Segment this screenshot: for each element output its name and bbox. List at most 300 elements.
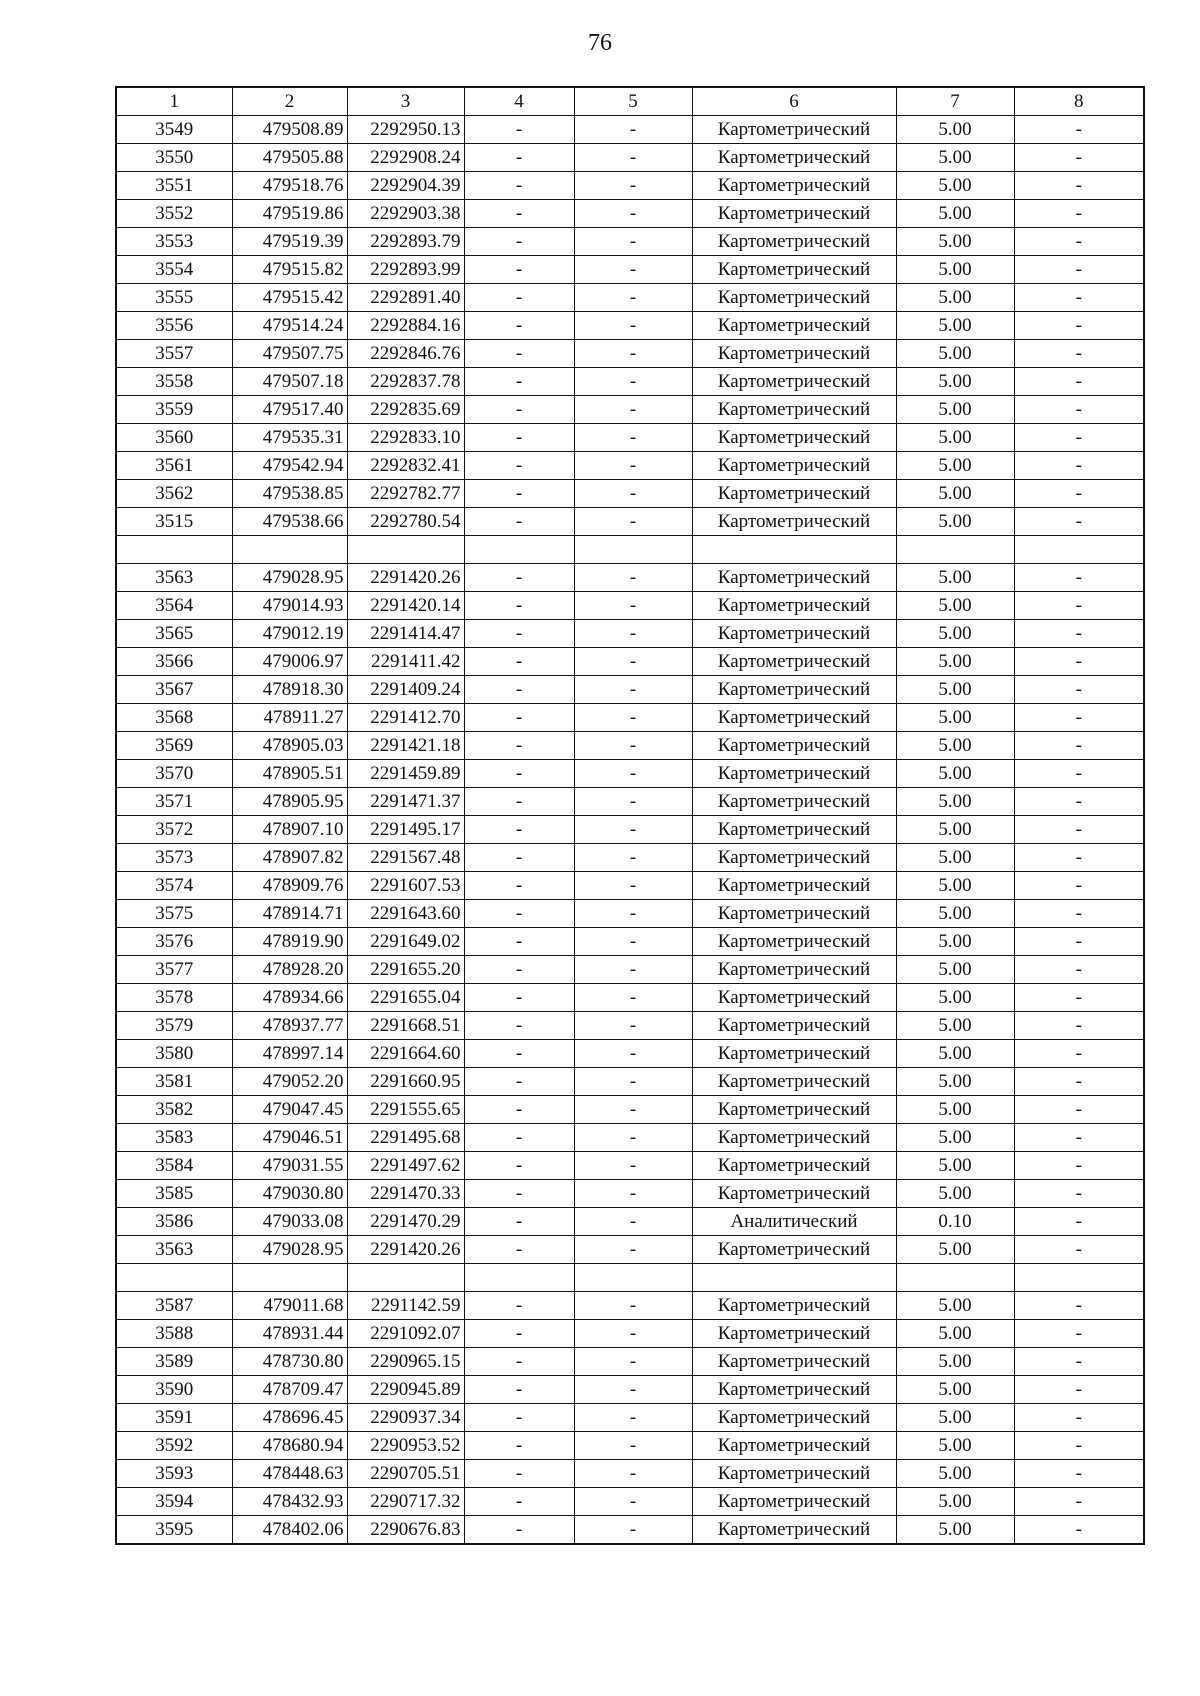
table-cell-col-8: - [1014,928,1144,956]
table-cell-col-7: 5.00 [896,1096,1014,1124]
table-cell-col-2: 479517.40 [232,396,347,424]
table-cell-col-5: - [574,844,692,872]
table-cell-col-3: 2290676.83 [347,1516,464,1545]
table-cell-col-7: 5.00 [896,1320,1014,1348]
table-cell-col-2: 479519.39 [232,228,347,256]
table-cell-col-7: 5.00 [896,368,1014,396]
table-cell-col-7: 5.00 [896,396,1014,424]
table-cell-col-5: - [574,312,692,340]
table-cell-col-2 [232,536,347,564]
table-cell-col-2: 479519.86 [232,200,347,228]
table-cell-col-2: 479033.08 [232,1208,347,1236]
table-cell-col-1: 3583 [116,1124,232,1152]
table-cell-col-6: Картометрический [692,1040,896,1068]
table-cell-col-2: 478432.93 [232,1488,347,1516]
table-cell-col-2: 478730.80 [232,1348,347,1376]
table-cell-col-3: 2292893.99 [347,256,464,284]
table-cell-col-4: - [464,340,574,368]
table-cell-col-4: - [464,984,574,1012]
table-cell-col-3: 2291555.65 [347,1096,464,1124]
page-number: 76 [588,30,612,56]
table-cell-col-1: 3572 [116,816,232,844]
table-cell-col-8: - [1014,1460,1144,1488]
table-cell-col-1: 3585 [116,1180,232,1208]
table-cell-col-3 [347,1264,464,1292]
table-cell-col-1: 3588 [116,1320,232,1348]
table-cell-col-7: 5.00 [896,928,1014,956]
table-cell-col-2: 479514.24 [232,312,347,340]
table-cell-col-6: Картометрический [692,312,896,340]
table-cell-col-2: 479012.19 [232,620,347,648]
table-cell-col-4: - [464,1180,574,1208]
table-cell-col-3: 2292893.79 [347,228,464,256]
table-cell-col-2: 478934.66 [232,984,347,1012]
table-cell-col-4 [464,536,574,564]
table-cell-col-6: Картометрический [692,1460,896,1488]
table-cell-col-5: - [574,872,692,900]
table-cell-col-4: - [464,1516,574,1545]
table-cell-col-5: - [574,340,692,368]
column-header-5: 5 [574,87,692,116]
table-cell-col-6: Картометрический [692,452,896,480]
table-header-row [116,87,1144,116]
table-cell-col-3: 2291412.70 [347,704,464,732]
table-row [116,452,1144,480]
table-cell-col-3: 2290717.32 [347,1488,464,1516]
table-cell-col-1: 3573 [116,844,232,872]
table-cell-col-8: - [1014,1320,1144,1348]
table-cell-col-4: - [464,592,574,620]
table-cell-col-7: 5.00 [896,228,1014,256]
table-cell-col-2: 478905.95 [232,788,347,816]
table-cell-col-8: - [1014,1124,1144,1152]
table-cell-col-4: - [464,620,574,648]
table-cell-col-8 [1014,1264,1144,1292]
table-cell-col-3: 2291655.20 [347,956,464,984]
table-cell-col-1: 3566 [116,648,232,676]
table-cell-col-3: 2291643.60 [347,900,464,928]
table-cell-col-4: - [464,1208,574,1236]
table-cell-col-8: - [1014,368,1144,396]
table-cell-col-5: - [574,1516,692,1545]
table-cell-col-7: 5.00 [896,592,1014,620]
table-cell-col-5: - [574,984,692,1012]
table-cell-col-7: 5.00 [896,844,1014,872]
table-cell-col-2: 479047.45 [232,1096,347,1124]
table-cell-col-6: Картометрический [692,200,896,228]
table-row [116,1180,1144,1208]
table-cell-col-2: 479538.85 [232,480,347,508]
table-row [116,1012,1144,1040]
table-cell-col-3: 2291495.68 [347,1124,464,1152]
table-cell-col-5: - [574,900,692,928]
table-cell-col-5: - [574,1376,692,1404]
table-body [116,116,1144,1545]
table-cell-col-7: 5.00 [896,1292,1014,1320]
table-cell-col-6: Картометрический [692,480,896,508]
table-cell-col-1 [116,1264,232,1292]
table-cell-col-6: Картометрический [692,1068,896,1096]
table-row [116,480,1144,508]
table-cell-col-5: - [574,284,692,312]
table-cell-col-5: - [574,1292,692,1320]
table-cell-col-2: 478911.27 [232,704,347,732]
table-cell-col-4: - [464,872,574,900]
table-cell-col-7: 5.00 [896,648,1014,676]
table-cell-col-7: 5.00 [896,1124,1014,1152]
table-cell-col-6: Картометрический [692,1096,896,1124]
table-cell-col-2: 479046.51 [232,1124,347,1152]
table-cell-col-8: - [1014,648,1144,676]
table-cell-col-4: - [464,424,574,452]
table-cell-col-8: - [1014,1096,1144,1124]
table-cell-col-3: 2291420.14 [347,592,464,620]
table-cell-col-5: - [574,676,692,704]
table-cell-col-4: - [464,312,574,340]
table-cell-col-4: - [464,956,574,984]
table-cell-col-6: Картометрический [692,340,896,368]
table-cell-col-7: 5.00 [896,732,1014,760]
table-row [116,676,1144,704]
table-cell-col-7: 5.00 [896,956,1014,984]
table-cell-col-2: 479538.66 [232,508,347,536]
table-cell-col-6: Картометрический [692,676,896,704]
table-cell-col-7: 5.00 [896,564,1014,592]
table-cell-col-6: Картометрический [692,1180,896,1208]
table-cell-col-6: Картометрический [692,1488,896,1516]
table-cell-col-3: 2292835.69 [347,396,464,424]
table-cell-col-4: - [464,228,574,256]
table-cell-col-8: - [1014,956,1144,984]
table-cell-col-7: 5.00 [896,1152,1014,1180]
table-cell-col-7: 5.00 [896,1432,1014,1460]
table-cell-col-4: - [464,1488,574,1516]
table-cell-col-8: - [1014,480,1144,508]
table-cell-col-6: Картометрический [692,564,896,592]
table-cell-col-2: 479515.82 [232,256,347,284]
table-cell-col-1: 3595 [116,1516,232,1545]
table-cell-col-1: 3593 [116,1460,232,1488]
table-row [116,900,1144,928]
table-cell-col-4: - [464,1012,574,1040]
table-cell-col-2: 478918.30 [232,676,347,704]
table-cell-col-1: 3571 [116,788,232,816]
table-cell-col-6: Картометрический [692,788,896,816]
table-cell-col-6: Картометрический [692,368,896,396]
table-cell-col-3: 2291092.07 [347,1320,464,1348]
table-row [116,424,1144,452]
table-row [116,200,1144,228]
table-cell-col-4: - [464,144,574,172]
table-cell-col-3 [347,536,464,564]
table-cell-col-7: 5.00 [896,312,1014,340]
table-cell-col-1: 3575 [116,900,232,928]
table-cell-col-3: 2291142.59 [347,1292,464,1320]
table-cell-col-3: 2292908.24 [347,144,464,172]
table-row [116,1320,1144,1348]
table-cell-col-6 [692,536,896,564]
table-cell-col-5: - [574,1460,692,1488]
column-header-3: 3 [347,87,464,116]
table-cell-col-4: - [464,116,574,144]
table-cell-col-7: 5.00 [896,1012,1014,1040]
table-cell-col-2: 479505.88 [232,144,347,172]
table-cell-col-8: - [1014,1376,1144,1404]
table-cell-col-2: 478919.90 [232,928,347,956]
table-cell-col-8: - [1014,872,1144,900]
table-cell-col-5: - [574,1068,692,1096]
table-row [116,788,1144,816]
table-cell-col-4: - [464,1432,574,1460]
table-cell-col-6: Картометрический [692,396,896,424]
table-cell-col-1: 3568 [116,704,232,732]
table-cell-col-5: - [574,704,692,732]
table-cell-col-6: Картометрический [692,1236,896,1264]
table-cell-col-2: 479535.31 [232,424,347,452]
table-cell-col-6: Картометрический [692,116,896,144]
table-cell-col-5: - [574,648,692,676]
column-header-1: 1 [116,87,232,116]
table-row [116,1488,1144,1516]
table-cell-col-6 [692,1264,896,1292]
table-row [116,984,1144,1012]
table-cell-col-2: 479028.95 [232,564,347,592]
table-cell-col-5: - [574,424,692,452]
table-cell-col-6: Картометрический [692,508,896,536]
table-cell-col-6: Картометрический [692,900,896,928]
table-cell-col-7: 5.00 [896,676,1014,704]
table-cell-col-1: 3560 [116,424,232,452]
table-cell-col-6: Картометрический [692,1012,896,1040]
table-cell-col-2: 479030.80 [232,1180,347,1208]
table-cell-col-4: - [464,676,574,704]
table-cell-col-2: 478709.47 [232,1376,347,1404]
table-cell-col-5: - [574,228,692,256]
table-cell-col-3: 2291420.26 [347,564,464,592]
table-cell-col-1: 3559 [116,396,232,424]
table-cell-col-8: - [1014,1516,1144,1545]
table-cell-col-1: 3589 [116,1348,232,1376]
table-cell-col-8: - [1014,844,1144,872]
table-cell-col-1: 3576 [116,928,232,956]
table-cell-col-5: - [574,368,692,396]
table-cell-col-8: - [1014,676,1144,704]
table-cell-col-4: - [464,172,574,200]
table-row [116,648,1144,676]
table-cell-col-4: - [464,1236,574,1264]
table-cell-col-2: 479518.76 [232,172,347,200]
table-cell-col-3: 2292782.77 [347,480,464,508]
table-cell-col-1: 3579 [116,1012,232,1040]
table-row [116,956,1144,984]
table-cell-col-8: - [1014,1292,1144,1320]
table-cell-col-8: - [1014,396,1144,424]
table-cell-col-6: Картометрический [692,1348,896,1376]
table-cell-col-1: 3580 [116,1040,232,1068]
table-row [116,592,1144,620]
table-cell-col-4: - [464,1460,574,1488]
table-cell-col-3: 2291649.02 [347,928,464,956]
table-cell-col-4: - [464,480,574,508]
table-cell-col-6: Картометрический [692,1404,896,1432]
table-cell-col-3: 2291409.24 [347,676,464,704]
table-cell-col-5: - [574,1152,692,1180]
table-cell-col-8: - [1014,508,1144,536]
table-cell-col-6: Картометрический [692,592,896,620]
table-cell-col-6: Картометрический [692,1124,896,1152]
table-row [116,1208,1144,1236]
table-cell-col-7: 5.00 [896,284,1014,312]
table-cell-col-5: - [574,620,692,648]
table-row [116,704,1144,732]
table-cell-col-3: 2291459.89 [347,760,464,788]
table-cell-col-5: - [574,788,692,816]
table-cell-col-3: 2291668.51 [347,1012,464,1040]
table-cell-col-4: - [464,1348,574,1376]
table-cell-col-7: 5.00 [896,424,1014,452]
table-cell-col-6: Картометрический [692,172,896,200]
table-cell-col-1: 3592 [116,1432,232,1460]
table-cell-col-5: - [574,732,692,760]
table-cell-col-6: Картометрический [692,984,896,1012]
table-cell-col-5: - [574,172,692,200]
table-cell-col-8: - [1014,312,1144,340]
table-cell-col-2: 479031.55 [232,1152,347,1180]
table-cell-col-3: 2292904.39 [347,172,464,200]
table-cell-col-8: - [1014,984,1144,1012]
table-cell-col-5: - [574,1096,692,1124]
table-cell-col-7: 5.00 [896,1404,1014,1432]
table-cell-col-6: Картометрический [692,1516,896,1545]
table-cell-col-8: - [1014,116,1144,144]
table-cell-col-3: 2291497.62 [347,1152,464,1180]
table-row [116,620,1144,648]
table-cell-col-2: 479507.18 [232,368,347,396]
table-cell-col-5: - [574,396,692,424]
table-cell-col-3: 2291414.47 [347,620,464,648]
table-cell-col-4: - [464,1152,574,1180]
table-cell-col-2: 478696.45 [232,1404,347,1432]
table-cell-col-3: 2291420.26 [347,1236,464,1264]
table-cell-col-5: - [574,480,692,508]
table-cell-col-6: Картометрический [692,956,896,984]
table-cell-col-3: 2292891.40 [347,284,464,312]
table-cell-col-1: 3556 [116,312,232,340]
table-cell-col-8: - [1014,284,1144,312]
column-header-2: 2 [232,87,347,116]
table-cell-col-8: - [1014,816,1144,844]
table-cell-col-7: 5.00 [896,200,1014,228]
table-cell-col-7: 5.00 [896,900,1014,928]
table-row [116,1432,1144,1460]
table-cell-col-5: - [574,1404,692,1432]
table-cell-col-4: - [464,1068,574,1096]
table-cell-col-1: 3582 [116,1096,232,1124]
table-cell-col-4: - [464,648,574,676]
table-cell-col-4: - [464,928,574,956]
table-cell-col-7: 5.00 [896,872,1014,900]
table-row [116,928,1144,956]
table-cell-col-7: 5.00 [896,1376,1014,1404]
table-cell-col-2: 479006.97 [232,648,347,676]
table-cell-col-8: - [1014,1012,1144,1040]
table-row [116,144,1144,172]
table-cell-col-3: 2291411.42 [347,648,464,676]
table-cell-col-2: 479052.20 [232,1068,347,1096]
table-cell-col-4: - [464,1292,574,1320]
table-cell-col-5: - [574,1040,692,1068]
table-cell-col-3: 2291495.17 [347,816,464,844]
table-cell-col-5 [574,1264,692,1292]
table-cell-col-2: 479508.89 [232,116,347,144]
table-row [116,508,1144,536]
table-cell-col-1: 3554 [116,256,232,284]
table-cell-col-1: 3515 [116,508,232,536]
table-cell-col-5: - [574,256,692,284]
table-row [116,116,1144,144]
table-cell-col-8: - [1014,1432,1144,1460]
table-cell-col-1: 3549 [116,116,232,144]
table-row [116,1460,1144,1488]
table-cell-col-5: - [574,956,692,984]
table-cell-col-4: - [464,1040,574,1068]
table-cell-col-1 [116,536,232,564]
table-cell-col-1: 3562 [116,480,232,508]
table-row [116,564,1144,592]
table-cell-col-7: 5.00 [896,172,1014,200]
table-cell-col-3: 2291470.29 [347,1208,464,1236]
table-cell-col-3: 2290965.15 [347,1348,464,1376]
table-cell-col-8: - [1014,564,1144,592]
table-cell-col-5 [574,536,692,564]
table-cell-col-6: Картометрический [692,1292,896,1320]
table-cell-col-4: - [464,760,574,788]
table-cell-col-4: - [464,704,574,732]
table-cell-col-8: - [1014,1404,1144,1432]
table-cell-col-7: 5.00 [896,1488,1014,1516]
table-cell-col-6: Картометрический [692,928,896,956]
table-cell-col-5: - [574,1432,692,1460]
table-cell-col-3: 2291567.48 [347,844,464,872]
table-cell-col-8: - [1014,172,1144,200]
table-cell-col-7: 5.00 [896,508,1014,536]
table-row [116,816,1144,844]
table-cell-col-8: - [1014,592,1144,620]
table-cell-col-3: 2290953.52 [347,1432,464,1460]
table-row [116,536,1144,564]
table-cell-col-3: 2291470.33 [347,1180,464,1208]
table-cell-col-5: - [574,1236,692,1264]
table-cell-col-4: - [464,452,574,480]
table-cell-col-2: 478931.44 [232,1320,347,1348]
table-row [116,172,1144,200]
table-row [116,1096,1144,1124]
table-cell-col-8: - [1014,704,1144,732]
table-cell-col-3: 2292950.13 [347,116,464,144]
table-cell-col-2: 479011.68 [232,1292,347,1320]
table-cell-col-4: - [464,396,574,424]
table-cell-col-5: - [574,1488,692,1516]
table-cell-col-8: - [1014,620,1144,648]
table-cell-col-8: - [1014,900,1144,928]
table-cell-col-8: - [1014,1488,1144,1516]
table-row [116,1236,1144,1264]
table-cell-col-4: - [464,1124,574,1152]
table-cell-col-6: Картометрический [692,760,896,788]
table-cell-col-4: - [464,816,574,844]
table-row [116,340,1144,368]
table-cell-col-2: 479515.42 [232,284,347,312]
